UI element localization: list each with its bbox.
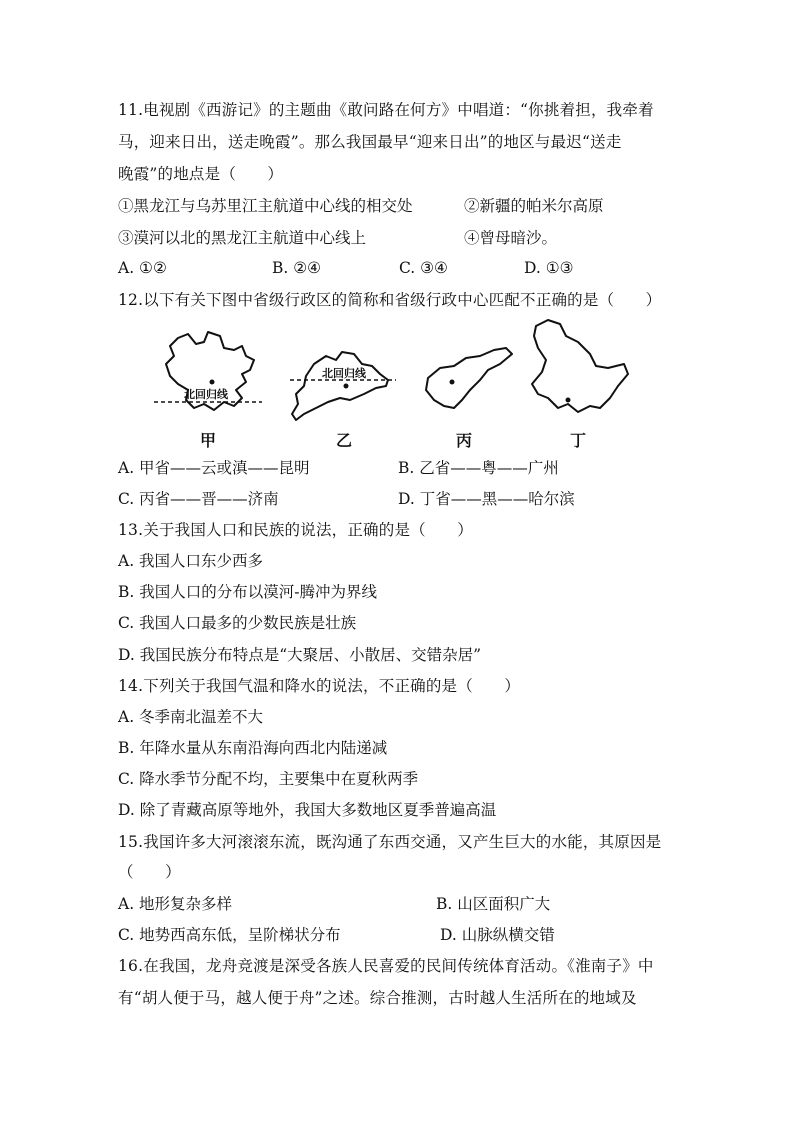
q11-statement-1: ①黑龙江与乌苏里江主航道中心线的相交处 — [118, 197, 413, 215]
shandong-outline — [426, 348, 512, 408]
map-label-bing: 丙 — [456, 431, 473, 450]
tropic-label-yi: 北回归线 — [322, 367, 366, 380]
q16-stem-line1: 16.在我国，龙舟竞渡是深受各族人民喜爱的民间传统体育活动。《淮南子》中 — [118, 957, 654, 975]
q12-option-d[interactable]: D. 丁省——黑——哈尔滨 — [398, 490, 575, 508]
q11-option-d[interactable]: D. ①③ — [524, 259, 574, 277]
map-label-yi: 乙 — [336, 431, 353, 450]
q11-stem-line3: 晚霞”的地点是（ ） — [118, 165, 284, 183]
q11-statement-4: ④曾母暗沙。 — [464, 229, 558, 247]
q11-option-a[interactable]: A. ①② — [118, 259, 167, 277]
q13-option-a[interactable]: A. 我国人口东少西多 — [118, 552, 264, 570]
q14-option-b[interactable]: B. 年降水量从东南沿海向西北内陆递减 — [118, 739, 388, 757]
q15-stem-line1: 15.我国许多大河滚滚东流，既沟通了东西交通，又产生巨大的水能，其原因是 — [118, 833, 662, 851]
tropic-label-jia: 北回归线 — [184, 388, 228, 401]
q12-option-b[interactable]: B. 乙省——粤——广州 — [398, 459, 559, 477]
q14-option-d[interactable]: D. 除了青藏高原等地外，我国大多数地区夏季普遍高温 — [118, 801, 497, 819]
q11-statement-3: ③漠河以北的黑龙江主航道中心线上 — [118, 229, 367, 247]
map-label-ding: 丁 — [570, 431, 587, 450]
q15-stem-line2: （ ） — [118, 863, 181, 881]
q14-option-a[interactable]: A. 冬季南北温差不大 — [118, 708, 264, 726]
heilongjiang-outline — [532, 320, 628, 412]
q12-option-a[interactable]: A. 甲省——云或滇——昆明 — [118, 459, 310, 477]
guangdong-outline — [292, 352, 388, 420]
q15-option-a[interactable]: A. 地形复杂多样 — [118, 895, 233, 913]
province-maps-figure — [150, 316, 640, 450]
harbin-dot — [566, 398, 571, 403]
q11-stem-line1: 11.电视剧《西游记》的主题曲《敢问路在何方》中唱道：“你挑着担，我牵着 — [118, 101, 654, 119]
q15-option-c[interactable]: C. 地势西高东低，呈阶梯状分布 — [118, 926, 341, 944]
map-label-jia: 甲 — [200, 431, 217, 450]
q11-option-b[interactable]: B. ②④ — [272, 259, 322, 277]
q13-option-c[interactable]: C. 我国人口最多的少数民族是壮族 — [118, 614, 357, 632]
kunming-dot — [210, 380, 215, 385]
q13-option-d[interactable]: D. 我国民族分布特点是“大聚居、小散居、交错杂居” — [118, 646, 482, 664]
q12-option-c[interactable]: C. 丙省——晋——济南 — [118, 490, 279, 508]
q13-option-b[interactable]: B. 我国人口的分布以漠河-腾冲为界线 — [118, 583, 377, 601]
q11-stem-line2: 马，迎来日出，送走晚霞”。那么我国最早“迎来日出”的地区与最迟“送走 — [118, 133, 622, 151]
q11-statement-2: ②新疆的帕米尔高原 — [464, 197, 604, 215]
q12-stem: 12.以下有关下图中省级行政区的简称和省级行政中心匹配不正确的是（ ） — [118, 291, 662, 309]
q13-stem: 13.关于我国人口和民族的说法，正确的是（ ） — [118, 521, 473, 539]
guangzhou-dot — [344, 384, 349, 389]
q14-option-c[interactable]: C. 降水季节分配不均，主要集中在夏秋两季 — [118, 770, 419, 788]
q11-option-c[interactable]: C. ③④ — [399, 259, 448, 277]
q15-option-b[interactable]: B. 山区面积广大 — [436, 895, 551, 913]
q14-stem: 14.下列关于我国气温和降水的说法，不正确的是（ ） — [118, 677, 521, 695]
q15-option-d[interactable]: D. 山脉纵横交错 — [440, 926, 555, 944]
jinan-dot — [450, 380, 455, 385]
province-outlines — [150, 316, 640, 450]
q16-stem-line2: 有“胡人便于马，越人便于舟”之述。综合推测，古时越人生活所在的地域及 — [118, 989, 637, 1007]
